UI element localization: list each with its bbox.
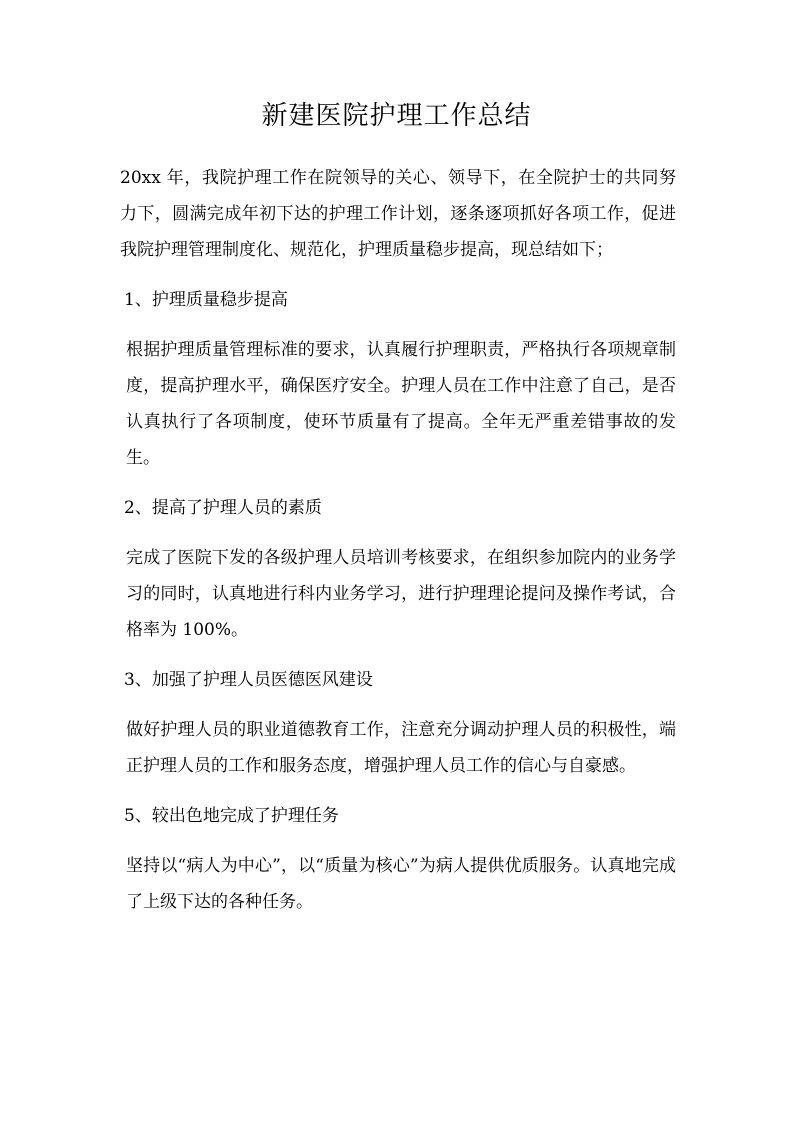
section-heading: 3、加强了护理人员医德医风建设 [124,670,373,690]
section-3 [120,662,676,784]
section-2 [120,490,676,648]
section-1 [120,282,676,476]
section-heading: 5、较出色地完成了护理任务 [124,806,339,826]
section-paragraph: 完成了医院下发的各级护理人员培训考核要求，在组织参加院内的业务学习的同时，认真地进行科内业务学习，进行护理理论提问及操作考试，合格率为 100%。 [126,548,676,640]
section-heading: 2、提高了护理人员的素质 [124,498,322,518]
section-paragraph: 坚持以“病人为中心”，以“质量为核心”为病人提供优质服务。认真地完成了上级下达的各种任务。 [126,856,676,912]
section-paragraph: 做好护理人员的职业道德教育工作，注意充分调动护理人员的积极性，端正护理人员的工作和服务态度，增强护理人员工作的信心与自豪感。 [126,720,676,776]
section-paragraph: 根据护理质量管理标准的要求，认真履行护理职责，严格执行各项规章制度，提高护理水平，确保医疗安全。护理人员在工作中注意了自己，是否认真执行了各项制度，使环节质量有了提高。全年无严重差错事故的发生。 [126,340,676,468]
section-5 [120,798,676,920]
document-title: 新建医院护理工作总结 [261,101,532,131]
intro-paragraph: 20xx 年，我院护理工作在院领导的关心、领导下，在全院护士的共同努力下，圆满完成年初下达的护理工作计划，逐条逐项抓好各项工作，促进我院护理管理制度化、规范化，护理质量稳步提高，现总结如下； [120,168,676,260]
document-body [120,160,676,934]
section-heading: 1、护理质量稳步提高 [124,290,288,310]
